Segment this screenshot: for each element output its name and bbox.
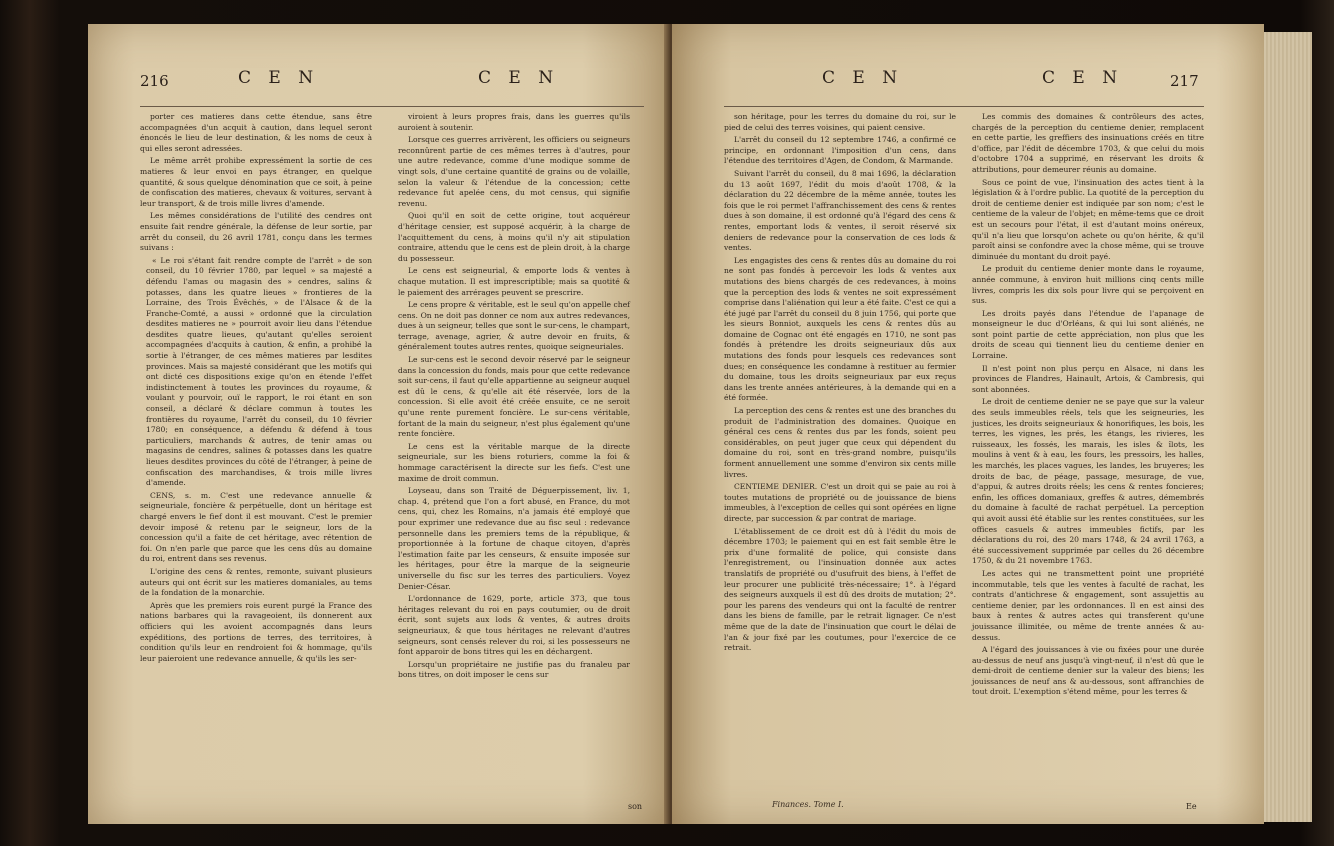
right-running-head-2: C E N (1042, 68, 1124, 88)
paragraph: L'ordonnance de 1629, porte, article 373, que tous héritages relevant du roi en pays coutumier, ou de droit écrit, sont sujets aux lods & ventes, & autres droits seigneuriaux, & que tous héritages ne relevant d'autres seigneurs, sont censés relever du roi, si les possesseurs ne font apparoir de bons titres qui les en déchargent. (398, 594, 630, 657)
paragraph: L'origine des cens & rentes, remonte, suivant plusieurs auteurs qui ont écrit sur les matieres domaniales, au tems de la fondation de la monarchie. (140, 566, 372, 598)
page-edges (1264, 32, 1312, 822)
paragraph: « Le roi s'étant fait rendre compte de l'arrêt » de son conseil, du 10 février 1780, par lequel » sa majesté a défendu l'amas ou magasin des » cendres, salins & potasses, dans les quatre lieues » frontieres de la Lorraine, des Trois Évêchés, » de l'Alsace & de la Franche-Comté, a aussi » ordonné que la circulation desdites matieres ne » pourroit avoir lieu dans l'étendue desdites quatre lieues, qu'autant qu'elles seroient accompagnées d'acquits à caution, & enfin, a prohibé la sortie à l'étranger, de ces mêmes matieres par lesdites provinces. Mais sa majesté considérant que les motifs qui ont dicté ces dispositions exige qu'on en étende l'effet indistinctement à toutes les provinces du royaume, & voulant y pourvoir, ouï le rapport, le roi étant en son conseil, a déclaré & déclare commun à toutes les frontières du royaume, l'arrêt du conseil, du 10 février 1780; en conséquence, a défendu & défend à tous particuliers, marchands & autres, de tenir amas ou magasins de cendres, salines & potasses dans les quatre lieues desdites provinces du côté de l'étranger, à peine de confiscation des marchandises, & trois mille livres d'amende. (146, 255, 372, 488)
right-running-head: C E N (822, 68, 904, 88)
paragraph: Les mêmes considérations de l'utilité des cendres ont ensuite fait rendre générale, la défense de leur sortie, par arrêt du conseil, du 26 avril 1781, conçu dans les termes suivans : (140, 211, 372, 253)
paragraph: Lorsqu'un propriétaire ne justifie pas du franaleu par bons titres, on doit imposer le cens sur (398, 659, 630, 680)
paragraph: Le sur-cens est le second devoir réservé par le seigneur dans la concession du fonds, mais pour que cette redevance soit sur-cens, il faut qu'elle appartienne au seigneur auquel est dû le cens, & qu'elle ait été réservée, lors de la concession. Si elle avoit été créée ensuite, ce ne seroit qu'une rente purement foncière. Le sur-cens véritable, fortant de la main du seigneur, n'est plus également qu'une rente foncière. (398, 355, 630, 439)
paragraph: Lorsque ces guerres arrivèrent, les officiers ou seigneurs reconnûrent partie de ces mêmes terres à d'autres, pour une autre redevance, comme d'une modique somme de vingt sols, d'une certaine quantité de grains ou de volaille, selon la valeur & l'étendue de la concession; cette redevance fut apelée cens, du mot census, qui signifie revenu. (398, 135, 630, 208)
paragraph: Il n'est point non plus perçu en Alsace, ni dans les provinces de Flandres, Hainault, Artois, & Cambresis, qui sont abonnées. (972, 363, 1204, 394)
paragraph: Sous ce point de vue, l'insinuation des actes tient à la législation & à l'ordre public. La quotité de la perception du droit de centieme denier est indiquée par son nom; c'est le centieme de la valeur de l'objet; en même-tems que ce droit est un secours pour l'état, il est d'autant moins onéreux, qu'il n'a lieu que lorsqu'on achete ou qu'on hérite, & qu'il paroît ainsi se confondre avec la chose même, qui se trouve diminuée du montant du droit payé. (972, 177, 1204, 261)
paragraph: Suivant l'arrêt du conseil, du 8 mai 1696, la déclaration du 13 août 1697, l'édit du mois d'août 1708, & la déclaration du 22 décembre de la même année, toutes les fois que le roi permet l'affranchissement des cens & rentes dues à son domaine, il est ordonné qu'à l'égard des cens & rentes, emportant lods & ventes, il seroit réservé six deniers de redevance pour la conservation de ces lods & ventes. (724, 168, 956, 253)
left-column-2 (398, 112, 630, 683)
paragraph: Le cens est seigneurial, & emporte lods & ventes à chaque mutation. Il est imprescriptible; mais sa quotité & le paiement des arrérages peuvent se prescrire. (398, 266, 630, 297)
paragraph: CENS, s. m. C'est une redevance annuelle & seigneuriale, foncière & perpétuelle, dont un héritage est chargé envers le fief dont il est mouvant. C'est le premier devoir imposé & retenu par le seigneur, lors de la concession qu'il a faite de cet héritage, avec rétention de foi. On n'en parle que parce que les cens dûs au domaine du roi, entrent dans ses revenus. (140, 490, 372, 564)
left-page (88, 24, 670, 824)
left-running-head-2: C E N (478, 68, 560, 88)
right-column-1 (724, 112, 956, 656)
left-catchword: son (628, 802, 643, 811)
paragraph: porter ces matieres dans cette étendue, sans être accompagnées d'un acquit à caution, dans lequel seront énoncés le lieu de leur destination, & les noms de ceux à qui elles seront adressées. (140, 112, 372, 153)
left-page-number: 216 (140, 72, 169, 90)
paragraph: La perception des cens & rentes est une des branches du produit de l'administration des domaines. Quoique en général ces cens & rentes dus par les fonds, soient peu considérables, on peut juger que ceux qui dépendent du domaine du roi, sont en très-grand nombre, puisqu'ils forment annuellement une somme d'environ six cents mille livres. (724, 406, 956, 479)
signature-mark: Finances. Tome I. (772, 800, 844, 809)
paragraph: Les engagistes des cens & rentes dûs au domaine du roi ne sont pas fondés à percevoir les lods & ventes aux mutations des biens chargés de ces redevances, à moins que la perception des lods & ventes ne soit expressément comprise dans l'aliénation qui leur a été faite. C'est ce qui a été jugé par l'arrêt du conseil du 8 juin 1756, qui porte que les sieurs Bonniot, auxquels les cens & rentes dûs au domaine de Cognac ont été engagés en 1710, ne sont pas fondés à prétendre les droits seigneuriaux dûs aux mutations des fonds pour lesquels ces redevances sont dues; en conséquence les condamne à restituer au fermier du domaine, tous les droits seigneuriaux par eux reçus dans les trente années antérieures, à la demande qui en a été formée. (724, 255, 956, 403)
right-header-rule (724, 106, 1204, 107)
paragraph: Quoi qu'il en soit de cette origine, tout acquéreur d'héritage censier, est supposé acquérir, à la charge de l'acquittement du cens, à moins qu'il n'y ait stipulation contraire, attendu que le cens est de plein droit, à la charge du possesseur. (398, 211, 630, 263)
left-column-1 (140, 112, 372, 666)
left-running-head: C E N (238, 68, 320, 88)
paragraph: Après que les premiers rois eurent purgé la France des nations barbares qui la ravageoient, ils donnerent aux officiers qui les avoient accompagnés dans leurs expéditions, des portions de terres, des territoires, à condition qu'ils leur en rendroient foi & hommage, qu'ils leur paieroient une redevance annuelle, & qu'ils les ser- (140, 600, 372, 663)
paragraph: Le produit du centieme denier monte dans le royaume, année commune, à environ huit millions cinq cents mille livres, compris les dix sols pour livre qui se perçoivent en sus. (972, 264, 1204, 306)
right-page (672, 24, 1264, 824)
paragraph: Le cens propre & véritable, est le seul qu'on appelle chef cens. On ne doit pas donner ce nom aux autres redevances, dues à un seigneur, telles que sont le sur-cens, le champart, terrage, avenage, agrier, & autre devoir en fruits, & généralement toutes autres rentes, quoique seigneuriales. (398, 300, 630, 352)
right-catchword: Ee (1186, 802, 1197, 811)
paragraph: CENTIEME DENIER. C'est un droit qui se paie au roi à toutes mutations de propriété ou de jouissance de biens immeubles, à l'exception de celles qui sont opérées en ligne directe, par succession & par contrat de mariage. (724, 482, 956, 523)
paragraph: Les actes qui ne transmettent point une propriété incommutable, tels que les ventes à faculté de rachat, les contrats d'antichrese & engagement, sont assujettis au centieme denier, par les ordonnances. Il en est ainsi des baux à rentes & autres actes qui transferent qu'une jouissance illimitée, ou même de trente années & au-dessus. (972, 568, 1204, 642)
paragraph: son héritage, pour les terres du domaine du roi, sur le pied de celui des terres voisines, qui paient censive. (724, 112, 956, 132)
paragraph: Les droits payés dans l'étendue de l'apanage de monseigneur le duc d'Orléans, & qui lui sont aliénés, ne sont point partie de cette appréciation, non plus que les droits de sceau qui tiennent lieu du centieme denier en Lorraine. (972, 308, 1204, 361)
paragraph: Loyseau, dans son Traité de Déguerpissement, liv. 1, chap. 4, prétend que l'on a fort abusé, en France, du mot cens, qui, chez les Romains, n'a jamais été employé que pour exprimer une redevance due au fisc seul : redevance personnelle dans les premiers tems de la république, & proportionnée à la fortune de chaque citoyen, d'après l'estimation faite par les censeurs, & ensuite imposée sur les héritages, pour être la marque de la seigneurie universelle du fisc sur les terres des particuliers. Voyez Denier-César. (398, 486, 630, 591)
left-header-rule (140, 106, 644, 107)
paragraph: L'arrêt du conseil du 12 septembre 1746, a confirmé ce principe, en ordonnant l'imposition d'un cens, dans l'étendue des territoires d'Agen, de Condom, & Marmande. (724, 135, 956, 166)
right-page-number: 217 (1170, 72, 1199, 90)
right-column-2 (972, 112, 1204, 700)
paragraph: Le même arrêt prohibe expressément la sortie de ces matieres & leur envoi en pays étranger, en quelque quantité, & sous quelque dénomination que ce soit, à peine de confiscation des matieres, chevaux & voitures, servant à leur transport, & de trois mille livres d'amende. (140, 156, 372, 208)
paragraph: Le cens est la véritable marque de la directe seigneuriale, sur les biens roturiers, comme la foi & hommage caractérisent la directe sur les fiefs. C'est une maxime de droit commun. (398, 441, 630, 483)
paragraph: Les commis des domaines & contrôleurs des actes, chargés de la perception du centieme denier, remplacent en cette partie, les greffiers des insinuations créés en titre d'office, par l'édit de décembre 1703, & que celui du mois d'octobre 1704 a supprimé, en réservant les droits & attributions, pour demeurer réunis au domaine. (972, 112, 1204, 174)
paragraph: Le droit de centieme denier ne se paye que sur la valeur des seuls immeubles réels, tels que les seigneuries, les justices, les droits seigneuriaux & honorifiques, les bois, les terres, les vignes, les prés, les étangs, les rivieres, les ruisseaux, les fossés, les marais, les isles & îlots, les moulins à vent & à eau, les fours, les pressoirs, les halles, les marchés, les places vagues, les landes, les bruyeres; les droits de bac, de péage, passage, mesurage, de vue, d'appui, & autres droits réels; les cens & rentes foncieres; enfin, les offices domaniaux, greffes & autres, démembrés du domaine à faculté de rachat perpétuel. La perception qui avoit aussi été établie sur les rentes constituées, sur les offices casuels & autres immeubles fictifs, par les déclarations du roi, des 20 mars 1748, & 24 avril 1763, a été successivement supprimée par celles du 26 décembre 1750, & du 21 novembre 1763. (972, 397, 1204, 566)
paragraph: L'établissement de ce droit est dû à l'édit du mois de décembre 1703; le paiement qui en est fait semble être le prix d'une formalité de police, qui consiste dans l'enregistrement, ou l'insinuation donnée aux actes translatifs de propriété ou d'usufruit des biens, à l'effet de leur procurer une publicité très-nécessaire; 1°. à l'égard des seigneurs auxquels il est dû des droits de mutation; 2°. pour les parens des vendeurs qui ont la faculté de rentrer dans les biens de famille, par le retrait lignager. Ce n'est même que de la date de l'insinuation que court le délai de l'an & jour fixé par les coutumes, pour l'exercice de ce retrait. (724, 526, 956, 653)
paragraph: viroient à leurs propres frais, dans les guerres qu'ils auroient à soutenir. (398, 112, 630, 132)
paragraph: A l'égard des jouissances à vie ou fixées pour une durée au-dessus de neuf ans jusqu'à vingt-neuf, il n'est dû que le demi-droit de centieme denier sur la valeur des biens; les jouissances de neuf ans & au-dessous, sont affranchies de tout droit. L'exemption s'étend même, pour les terres & (972, 645, 1204, 697)
